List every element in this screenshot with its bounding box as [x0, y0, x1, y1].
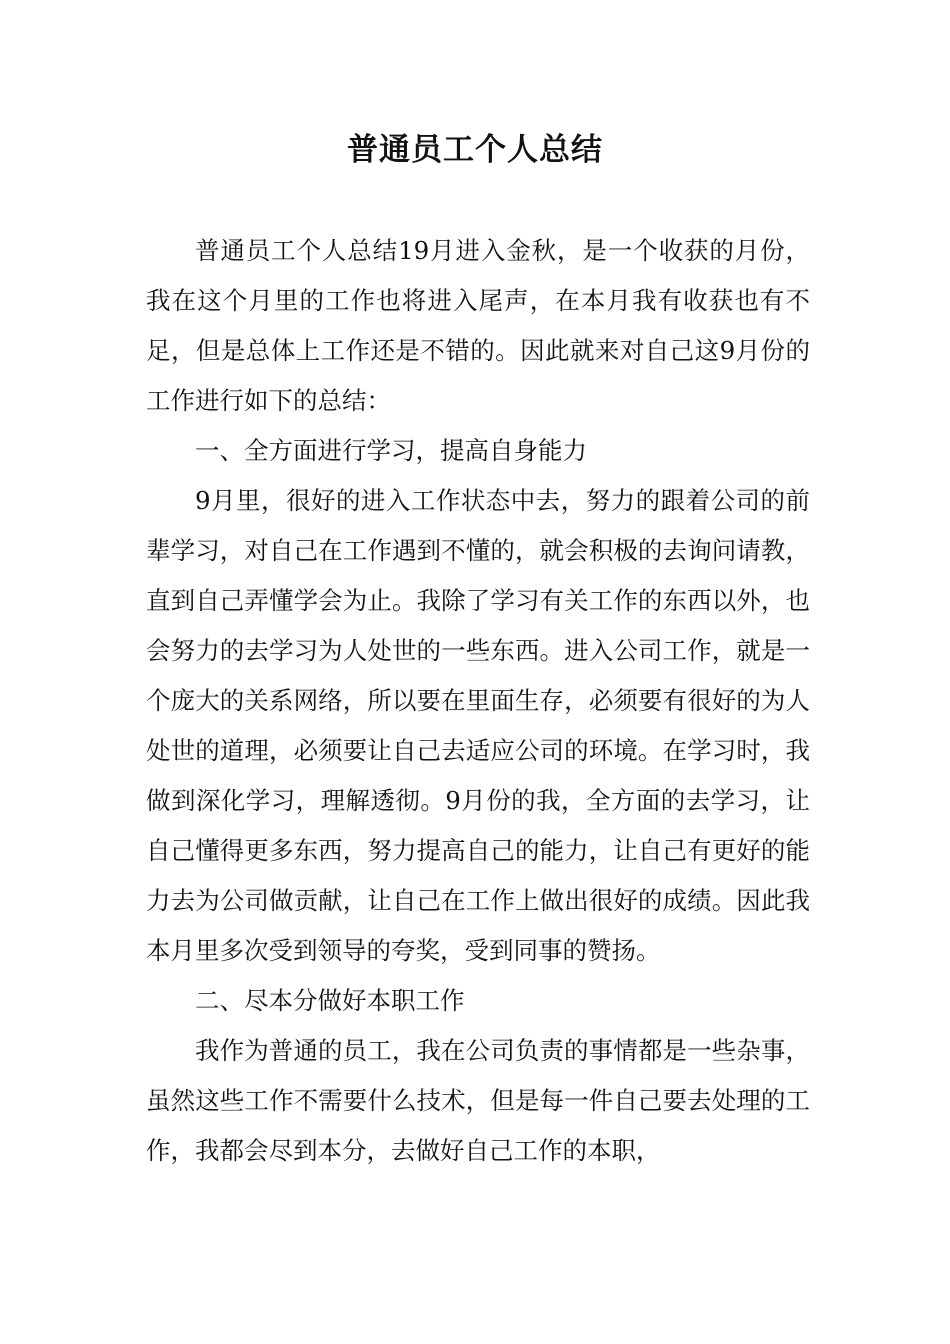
- paragraph-intro: 普通员工个人总结19月进入金秋，是一个收获的月份，我在这个月里的工作也将进入尾声，在本月我有收获也有不足，但是总体上工作还是不错的。因此就来对自己这9月份的工作进行如下的总结：: [146, 236, 810, 415]
- section-heading-2: 二、尽本分做好本职工作: [195, 986, 465, 1015]
- paragraph-section-2: 我作为普通的员工，我在公司负责的事情都是一些杂事，虽然这些工作不需要什么技术，但是每一件自己要去处理的工作，我都会尽到本分，去做好自己工作的本职，: [146, 1036, 810, 1165]
- section-heading-1: 一、全方面进行学习，提高自身能力: [195, 436, 587, 465]
- paragraph-section-1: 9月里，很好的进入工作状态中去，努力的跟着公司的前辈学习，对自己在工作遇到不懂的，就会积极的去询问请教，直到自己弄懂学会为止。我除了学习有关工作的东西以外，也会努力的去学习为人处世的一些东西。进入公司工作，就是一个庞大的关系网络，所以要在里面生存，必须要有很好的为人处世的道理，必须要让自己去适应公司的环境。在学习时，我做到深化学习，理解透彻。9月份的我，全方面的去学习，让自己懂得更多东西，努力提高自己的能力，让自己有更好的能力去为公司做贡献，让自己在工作上做出很好的成绩。因此我本月里多次受到领导的夸奖，受到同事的赞扬。: [146, 486, 810, 965]
- document-title: 普通员工个人总结: [347, 132, 603, 168]
- document-body: [146, 226, 810, 1176]
